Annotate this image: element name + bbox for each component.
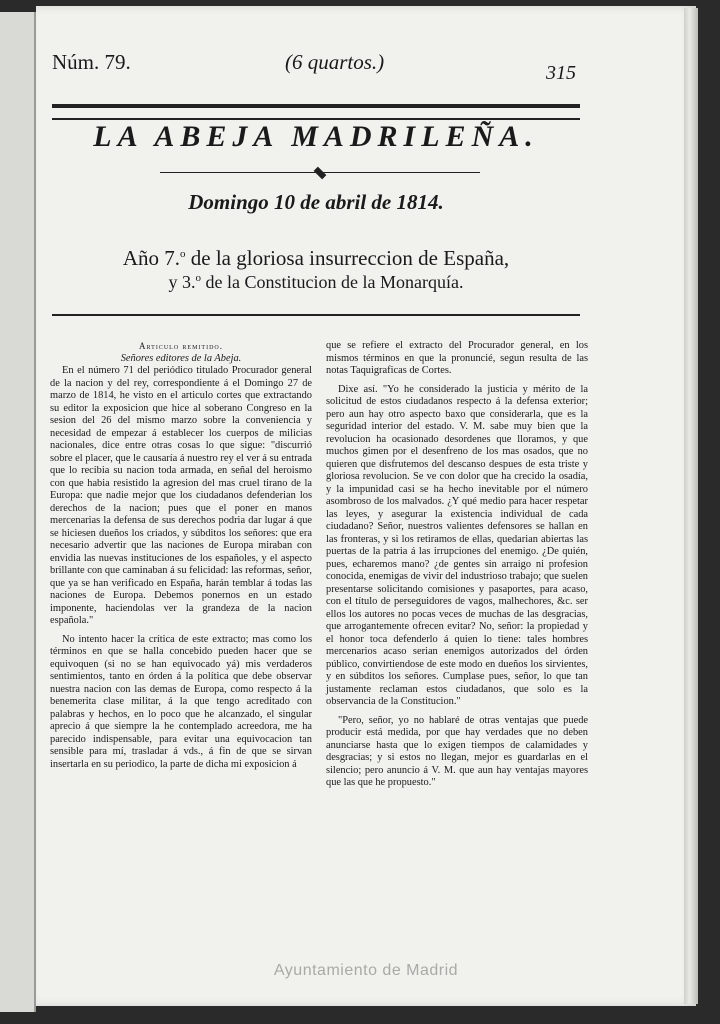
article-heading: Articulo remitido. [139, 341, 223, 351]
article-column-right [326, 340, 588, 790]
article-paragraph: "Pero, señor, yo no hablaré de otras ventajas que puede producir está medida, por que hay verdades que no deben anunciarse hasta que lo exigen tiempos de calamidades y desgracias; y si estos no llegan, mejor es guardarlas en el silencio; pero anuncio á V. M. que aun hay ventajas mayores que las que he propuesto." [326, 714, 588, 788]
article-column-left [50, 340, 312, 771]
article-paragraph: En el número 71 del periódico titulado Procurador general de la nacion y del rey, correspondiente á el Domingo 27 de marzo de 1814, he visto en el articulo cortes que extractando su editor la exposicion que hice al soberano Congreso en la sesion del 26 del mismo marzo sobre la conveniencia y necesidad de empezar á establecer los cuerpos de milicias nacionales, dice entre otras cosas lo que sigue: "discurrió sobre el placer, que le causaría á nuestro rey el ver á su entrada que lo recibia su nacion toda armada, en señal del heroismo con que habia resistido la agresion del mas cruel tirano de la Europa: que nadie mejor que los ciudadanos defenderian los derechos de la nacion; pues que el poner en manos mercenarias la defensa de sus derechos podria dar lugar á que se hiciesen dueños los criados, y súbditos los señores: que era necesario advertir que las naciones de Europa miraban con envidia las nuevas instituciones de los españoles, y el aspecto brillante con que caminaban á su felicidad: las reformas, señor, que ya se han verificado en España, harán temblar á todas las naciones de Europa. Debemos ponernos en un estado imponente, haciendolas ver la grandeza de la nacion española." [50, 365, 312, 626]
article-salutation: Señores editores de la Abeja. [120, 352, 242, 364]
masthead-title: LA ABEJA MADRILEÑA. [93, 120, 539, 153]
article-paragraph: Dixe así. "Yo he considerado la justicia y mérito de la solicitud de estos ciudadanos respecto á la defensa exterior; pero aun hay otro aspecto baxo que considerarla, que es la seguridad interior del estado. V. M. sabe muy bien que la revolucion ha ocasionado desordenes que lloramos, y que muchos gimen por el desenfreno de los mas osados, que no quieren que disfrutemos del descanso despues de esta triste y gloriosa revolucion. Se ve con dolor que ha crecido la osadía, y la impunidad casi se ha hecho inevitable por el número asombroso de los malvados. ¿Y qué medio para hacer respetar las leyes, y asegurar la existencia individual de cada ciudadano? Señor, nuestros valientes defensores se hallan en las fronteras, y si los retiramos de ellas, quedarian abiertas las puertas de la patria á las irrupciones del enemigo. ¿De quién, pues, echaremos mano? ¿de gentes sin arraigo ni profesion conocida, enemigas de vivir del industrioso trabajo; que suelen presentarse solicitando comisiones y pasaportes, para acaso, con el título de perseguidores de vagos, malhechores, &c. ser ellos los autores no pocas veces de muchas de las desgracias, que arrogantemente ofrecen evitar? No, señor: la propiedad y el honor toca defenderlo á quien lo tiene: tales hombres mercenarios acaso serian enemigos autorizados del órden público, convirtiendose de este modo en dueños los sirvientes, y en súbditos los señores. Cumplase pues, señor, lo que tan justamente reclaman estos ciudadanos, que solo es la observancia de la Constitucion." [326, 383, 588, 707]
archive-watermark: Ayuntamiento de Madrid [273, 962, 459, 979]
article-paragraph: que se refiere el extracto del Procurador general, en los mismos términos en que la pronuncié, segun resulta de las notas Taquigraficas de Cortes. [326, 340, 588, 376]
article-paragraph: No intento hacer la crítica de este extracto; mas como los términos en que se halla concebido pueden hacer que se equivoquen (si no se han equivocado yá) mis verdaderos sentimientos, tanto en órden á la política que debe observar nuestra nacion con las demas de Europa, como respecto á la benemerita clase militar, á la que tengo acreditado con palabras y hechos, en lo poco que he alcanzado, el singular aprecio á que siempre la he contemplado acreedora, me ha parecido indispensable, para evitar una equivocacion tan sensible para mí, trasladar á vds., á fin de que se sirvan insertarla en su periodico, la parte de dicha mi exposicion á [50, 633, 312, 770]
facing-page-edge [0, 12, 36, 1012]
masthead-rule [52, 104, 580, 120]
ornament-divider [160, 170, 480, 176]
dateline: Domingo 10 de abril de 1814. [188, 190, 444, 214]
year-line-1: Año 7.$^o$ de la gloriosa insurreccion de España, [122, 246, 510, 270]
issue-number: Núm. 79. [52, 50, 131, 74]
year-line-2: y 3.$^o$ de la Constitucion de la Monarquía. [168, 272, 464, 292]
page-edge [684, 8, 698, 1004]
section-rule [52, 314, 580, 316]
issue-price: (6 quartos.) [285, 50, 385, 74]
page-number: 315 [546, 62, 576, 84]
